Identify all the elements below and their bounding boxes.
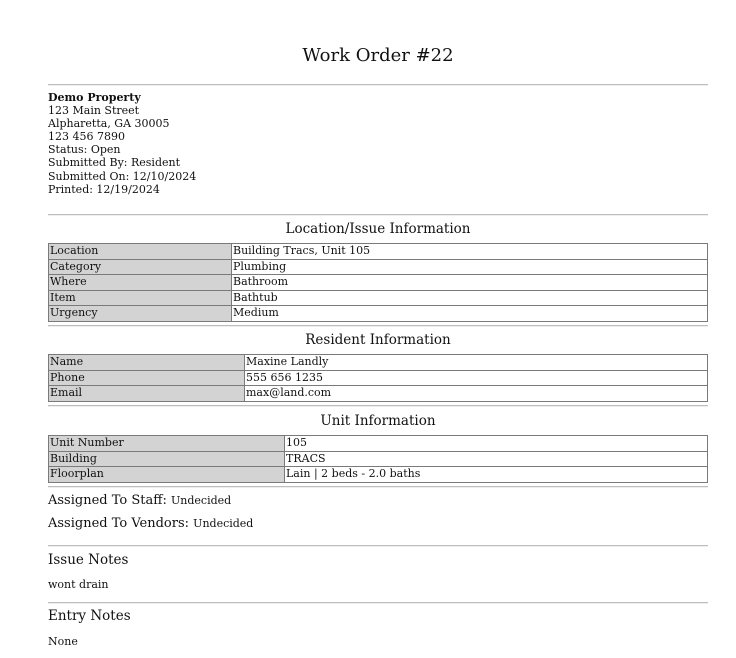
- divider: [48, 214, 708, 216]
- divider: [48, 602, 708, 604]
- table-row: [49, 370, 708, 386]
- submitted-by-text: Submitted By: Resident: [48, 156, 181, 170]
- property-info: [48, 91, 196, 196]
- unit-table: [48, 435, 708, 483]
- table-row: [49, 355, 708, 371]
- entry-notes-title: Entry Notes: [48, 608, 131, 624]
- divider: [48, 486, 708, 488]
- status-text: Status: Open: [48, 143, 121, 157]
- resident-table: [48, 354, 708, 402]
- row-value: Plumbing: [232, 259, 708, 275]
- row-value: 105: [285, 436, 708, 452]
- row-value: Lain | 2 beds - 2.0 baths: [285, 467, 708, 483]
- issue-notes-title: Issue Notes: [48, 552, 129, 568]
- table-row: [49, 386, 708, 402]
- row-label: Name: [49, 355, 245, 371]
- row-value: TRACS: [285, 451, 708, 467]
- table-row: [49, 244, 708, 260]
- row-label: Location: [49, 244, 232, 260]
- assigned-vendors: [48, 515, 253, 533]
- assigned-vendors-value: Undecided: [193, 517, 254, 530]
- row-value: max@land.com: [245, 386, 708, 402]
- row-value: Bathroom: [232, 275, 708, 291]
- assigned-staff-value: Undecided: [171, 494, 232, 507]
- row-label: Unit Number: [49, 436, 285, 452]
- property-name: Demo Property: [48, 91, 141, 104]
- row-label: Phone: [49, 370, 245, 386]
- divider: [48, 405, 708, 407]
- assigned-staff-label: Assigned To Staff:: [48, 493, 167, 508]
- property-street: 123 Main Street: [48, 104, 140, 118]
- table-row: [49, 467, 708, 483]
- row-value: Building Tracs, Unit 105: [232, 244, 708, 260]
- printed-date-text: Printed: 12/19/2024: [48, 182, 160, 196]
- divider: [48, 84, 708, 86]
- table-row: [49, 306, 708, 322]
- assigned-vendors-label: Assigned To Vendors:: [48, 516, 190, 531]
- entry-notes-text: None: [48, 635, 78, 648]
- row-label: Item: [49, 290, 232, 306]
- table-row: [49, 290, 708, 306]
- row-value: Medium: [232, 306, 708, 322]
- location-table: [48, 243, 708, 322]
- table-row: [49, 275, 708, 291]
- divider: [48, 545, 708, 547]
- row-value: 555 656 1235: [245, 370, 708, 386]
- row-label: Floorplan: [49, 467, 285, 483]
- page-title: Work Order #22: [302, 45, 454, 66]
- row-value: Maxine Landly: [245, 355, 708, 371]
- issue-notes-text: wont drain: [48, 578, 109, 591]
- unit-section-title: Unit Information: [320, 413, 436, 429]
- row-label: Building: [49, 451, 285, 467]
- row-label: Email: [49, 386, 245, 402]
- assigned-staff: [48, 492, 231, 510]
- row-label: Category: [49, 259, 232, 275]
- row-value: Bathtub: [232, 290, 708, 306]
- divider: [48, 325, 708, 327]
- table-row: [49, 436, 708, 452]
- table-row: [49, 451, 708, 467]
- property-city-state-zip: Alpharetta, GA 30005: [48, 117, 170, 131]
- location-section-title: Location/Issue Information: [285, 221, 471, 237]
- row-label: Urgency: [49, 306, 232, 322]
- resident-section-title: Resident Information: [305, 332, 451, 348]
- submitted-on-text: Submitted On: 12/10/2024: [48, 169, 197, 183]
- row-label: Where: [49, 275, 232, 291]
- table-row: [49, 259, 708, 275]
- property-phone: 123 456 7890: [48, 130, 125, 144]
